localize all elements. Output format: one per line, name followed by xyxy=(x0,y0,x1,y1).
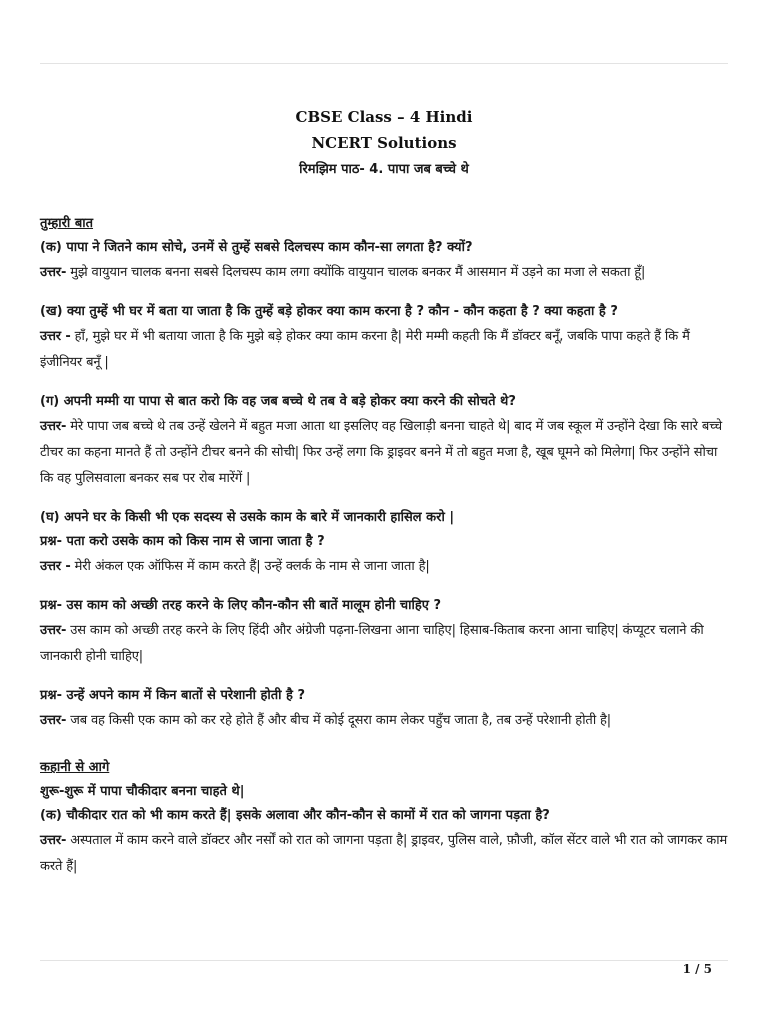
answer-text: हाँ, मुझे घर में भी बताया जाता है कि मुझे बड़े होकर क्या काम करना है| मेरी मम्मी कहती कि मैं डॉक्टर बनूँ, जबकि पापा कहते हैं कि मैं इंजीनियर बनूँ | xyxy=(40,329,690,370)
qa-block-ga xyxy=(40,390,730,492)
answer xyxy=(40,324,730,376)
sub-question: प्रश्न- पता करो उसके काम को किस नाम से जाना जाता है ? xyxy=(40,534,325,549)
question: (घ) अपने घर के किसी भी एक सदस्य से उसके काम के बारे में जानकारी हासिल करो | xyxy=(40,510,455,525)
answer-text: जब वह किसी एक काम को कर रहे होते हैं और बीच में कोई दूसरा काम लेकर पहुँच जाता है, तब उन्हें परेशानी होती है| xyxy=(70,713,612,728)
title-line-1: CBSE Class – 4 Hindi xyxy=(295,108,473,126)
spacer xyxy=(40,286,730,300)
question: (ख) क्या तुम्हें भी घर में बता या जाता है कि तुम्हें बड़े होकर क्या काम करना है ? कौन - कौन कहता है ? क्या कहता है ? xyxy=(40,304,618,319)
answer xyxy=(40,618,730,670)
title-line-2: NCERT Solutions xyxy=(311,134,457,152)
question: (क) पापा ने जितने काम सोचे, उनमें से तुम्हें सबसे दिलचस्प काम कौन-सा लगता है? क्यों? xyxy=(40,240,473,255)
answer-text: मेरे पापा जब बच्चे थे तब उन्हें खेलने में बहुत मजा आता था इसलिए वह खिलाड़ी बनना चाहते थे| बाद में जब स्कूल में उन्होंने देखा कि सारे बच्चे टीचर का कहना मानते हैं तो उन्होंने टीचर बनने की सोची| फिर उन्हें लगा कि ड्राइवर बनने में तो बहुत मजा है, खूब घूमने को मिलेगा| फिर उन्होंने सोचा कि वह पुलिसवाला बनकर सब पर रोब मारेंगें | xyxy=(40,419,722,486)
section-title-kahani-se-aage: कहानी से आगे xyxy=(40,760,110,775)
question: (ग) अपनी मम्मी या पापा से बात करो कि वह जब बच्चे थे तब वे बड़े होकर क्या करने की सोचते थे? xyxy=(40,394,516,409)
spacer xyxy=(40,580,730,594)
answer-label: उत्तर- xyxy=(40,623,67,638)
section-title-tumhari-baat: तुम्हारी बात xyxy=(40,216,94,231)
answer-text: मुझे वायुयान चालक बनना सबसे दिलचस्प काम लगा क्योंकि वायुयान चालक बनकर मैं आसमान में उड़ने का मजा ले सकता हूँ| xyxy=(70,265,646,280)
answer xyxy=(40,554,730,580)
answer-text: मेरी अंकल एक ऑफिस में काम करते हैं| उन्हें क्लर्क के नाम से जाना जाता है| xyxy=(74,559,430,574)
answer-label: उत्तर - xyxy=(40,559,71,574)
question: (क) चौकीदार रात को भी काम करते हैं| इसके अलावा और कौन-कौन से कामों में रात को जागना पड़ता है? xyxy=(40,808,550,823)
qa-block-ka xyxy=(40,236,730,286)
answer xyxy=(40,414,730,492)
answer-label: उत्तर- xyxy=(40,833,67,848)
qa-block-extra-2 xyxy=(40,684,730,734)
question: प्रश्न- उन्हें अपने काम में किन बातों से परेशानी होती है ? xyxy=(40,688,306,703)
answer-label: उत्तर- xyxy=(40,265,67,280)
page-number: 1 / 5 xyxy=(682,962,712,976)
answer-label: उत्तर- xyxy=(40,419,67,434)
section-intro: शुरू-शुरू में पापा चौकीदार बनना चाहते थे| xyxy=(40,784,245,799)
qa-block-extra-1 xyxy=(40,594,730,670)
answer xyxy=(40,260,730,286)
qa-block-kha xyxy=(40,300,730,376)
top-divider xyxy=(40,63,728,64)
answer xyxy=(40,828,730,880)
spacer xyxy=(40,670,730,684)
spacer xyxy=(40,492,730,506)
answer-label: उत्तर- xyxy=(40,713,67,728)
document-body xyxy=(40,212,730,880)
qa-block-gha xyxy=(40,506,730,580)
spacer xyxy=(40,734,730,756)
chapter-subtitle: रिमझिम पाठ- 4. पापा जब बच्चे थे xyxy=(299,162,469,177)
answer xyxy=(40,708,730,734)
answer-text: उस काम को अच्छी तरह करने के लिए हिंदी और अंग्रेजी पढ़ना-लिखना आना चाहिए| हिसाब-किताब करना आना चाहिए| कंप्यूटर चलाने की जानकारी होनी चाहिए| xyxy=(40,623,704,664)
document-header xyxy=(0,104,768,184)
question: प्रश्न- उस काम को अच्छी तरह करने के लिए कौन-कौन सी बातें मालूम होनी चाहिए ? xyxy=(40,598,442,613)
answer-label: उत्तर - xyxy=(40,329,71,344)
answer-text: अस्पताल में काम करने वाले डॉक्टर और नर्सों को रात को जागना पड़ता है| ड्राइवर, पुलिस वाले, फ़ौजी, कॉल सेंटर वाले भी रात को जागकर काम करते हैं| xyxy=(40,833,728,874)
qa-block-section2-ka xyxy=(40,804,730,880)
spacer xyxy=(40,376,730,390)
bottom-divider xyxy=(40,960,728,961)
